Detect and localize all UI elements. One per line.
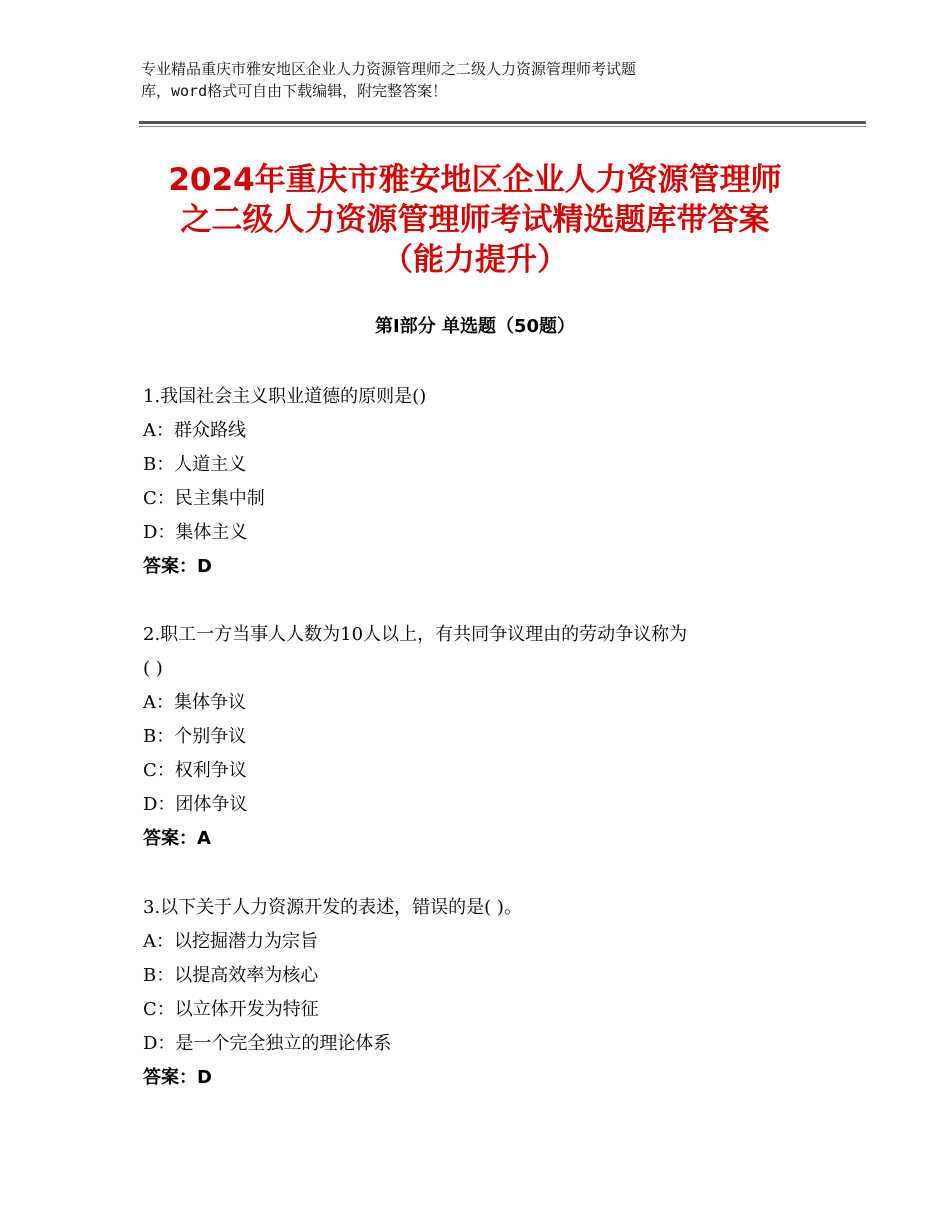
option-b: B：人道主义 [143, 454, 247, 475]
question-stem-continued: ( ) [143, 658, 163, 679]
section-title: 第Ⅰ部分 单选题（50题） [374, 316, 575, 337]
option-c: C：民主集中制 [143, 488, 265, 509]
option-a: A：集体争议 [143, 692, 246, 713]
option-b: B：个别争议 [143, 726, 247, 747]
document-title-line-1: 2024年重庆市雅安地区企业人力资源管理师 [168, 162, 782, 198]
answer-label: 答案：D [143, 556, 212, 577]
question-stem: 3.以下关于人力资源开发的表述，错误的是( )。 [143, 897, 522, 918]
question-stem: 2.职工一方当事人人数为10人以上，有共同争议理由的劳动争议称为 [143, 624, 688, 645]
answer-label: 答案：D [143, 1067, 212, 1088]
question-stem: 1.我国社会主义职业道德的原则是() [143, 386, 427, 407]
option-c: C：以立体开发为特征 [143, 999, 319, 1020]
option-d: D：集体主义 [143, 522, 248, 543]
option-a: A：以挖掘潜力为宗旨 [143, 931, 318, 952]
option-d: D：团体争议 [143, 794, 248, 815]
header-divider-thin [139, 126, 866, 127]
header-divider-thick [139, 121, 866, 124]
answer-label: 答案：A [143, 828, 211, 849]
header-note [141, 58, 781, 102]
question-3 [143, 891, 823, 1095]
header-note-line-2: 库，word格式可自由下载编辑，附完整答案！ [141, 82, 448, 100]
document-title-line-2: 之二级人力资源管理师考试精选题库带答案 [180, 202, 770, 238]
document-title-line-3: （能力提升） [382, 242, 568, 278]
question-1 [143, 380, 823, 584]
option-c: C：权利争议 [143, 760, 247, 781]
header-note-line-1: 专业精品重庆市雅安地区企业人力资源管理师之二级人力资源管理师考试题 [141, 60, 637, 78]
question-2 [143, 618, 823, 856]
document-title [100, 160, 850, 280]
option-b: B：以提高效率为核心 [143, 965, 319, 986]
option-a: A：群众路线 [143, 420, 246, 441]
option-d: D：是一个完全独立的理论体系 [143, 1033, 392, 1054]
